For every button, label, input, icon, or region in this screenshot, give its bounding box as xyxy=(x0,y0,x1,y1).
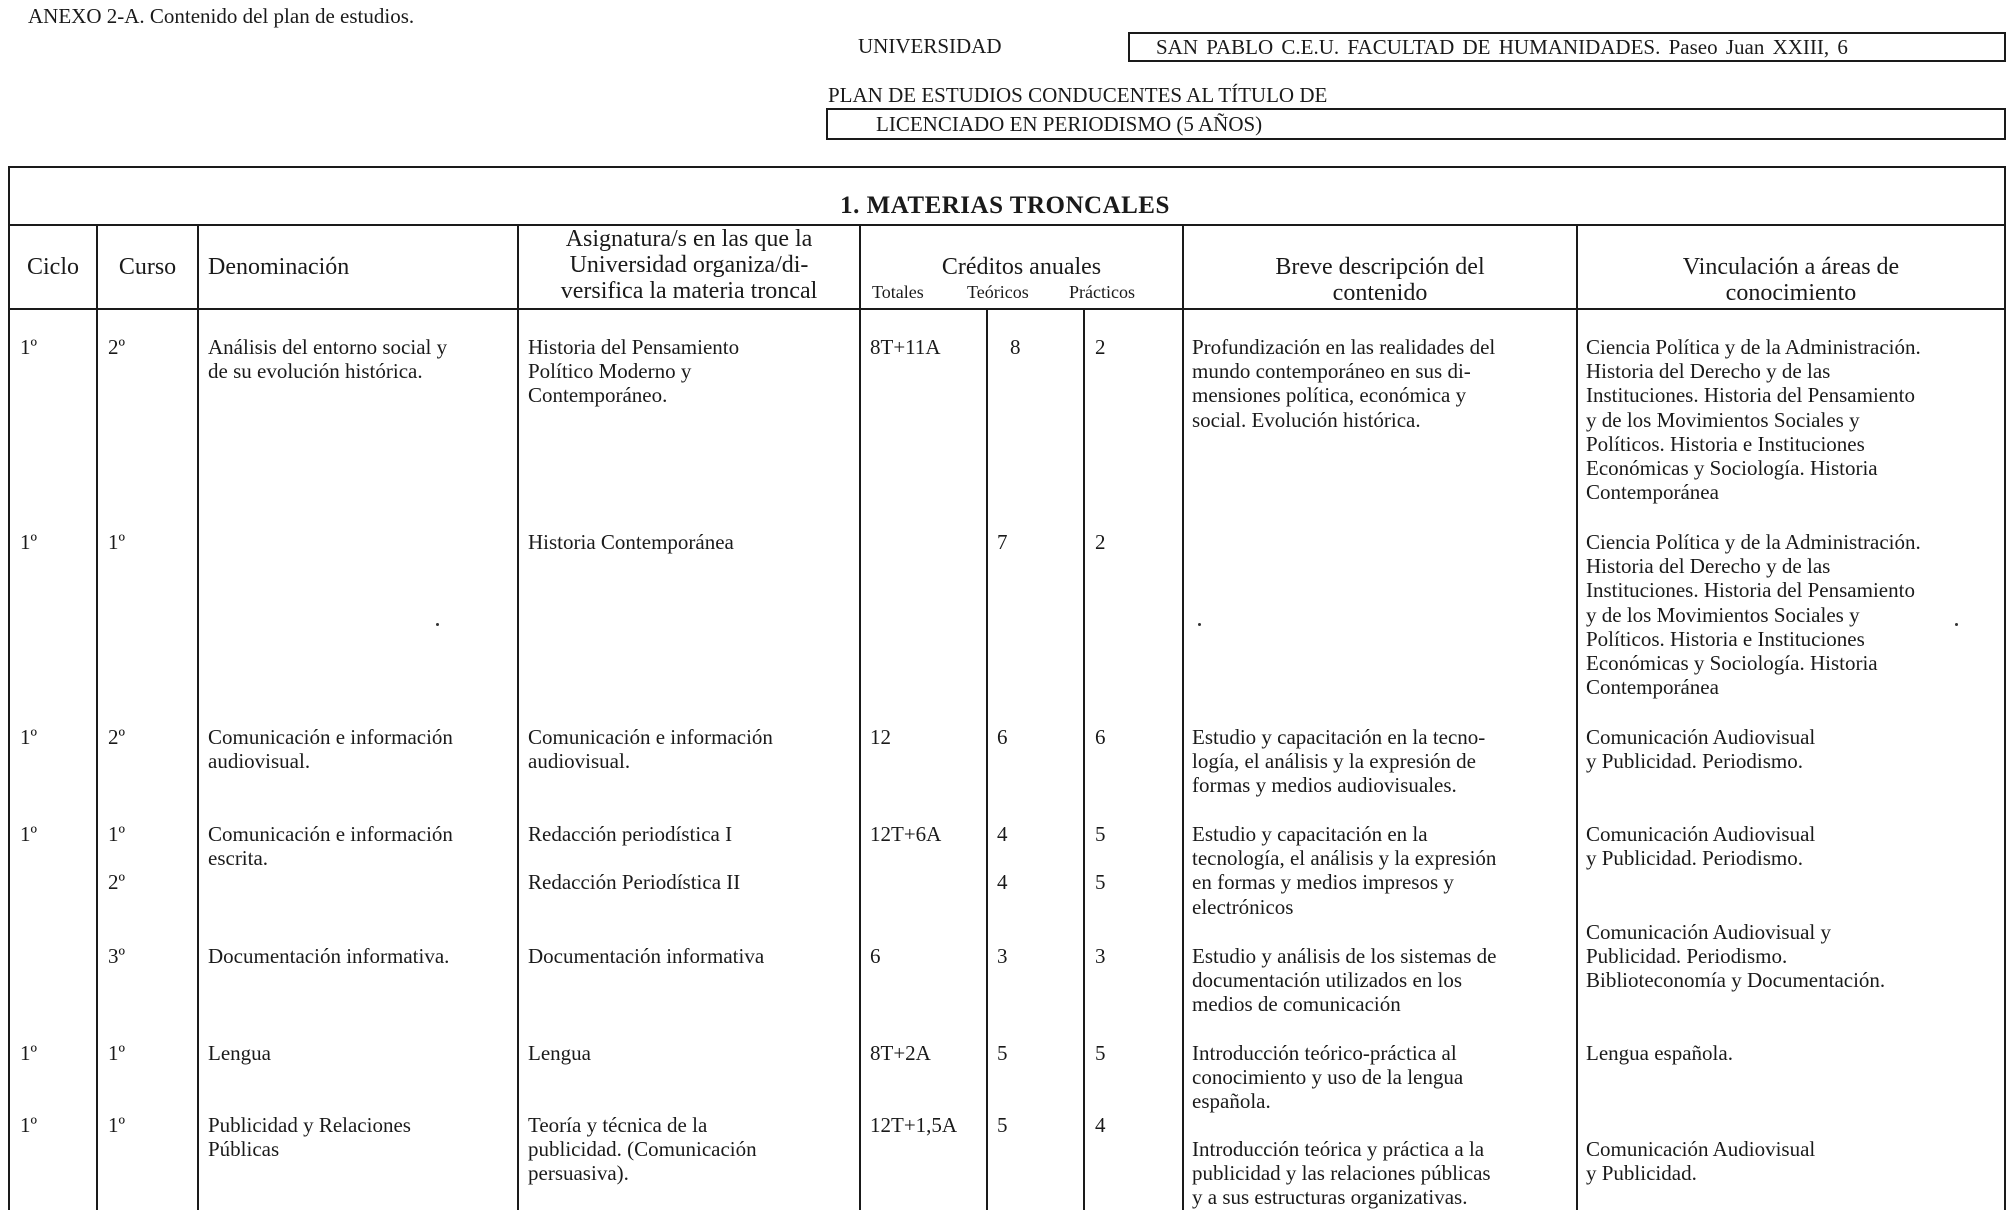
row-0-asignatura: Historia del Pensamiento Político Moderno y Contemporáneo. xyxy=(528,335,740,408)
row-4-asignatura: Redacción Periodística II xyxy=(528,870,741,894)
header-creditos: Créditos anuales xyxy=(941,254,1102,280)
row-2-asignatura: Comunicación e información audiovisual. xyxy=(528,725,773,774)
row-6-vinculacion: Lengua española. xyxy=(1586,1041,1733,1065)
table-top-border xyxy=(8,166,2006,168)
row-0-descripcion: Profundización en las realidades del mundo contemporáneo en sus di- mensiones política, económica y social. Evolución histórica. xyxy=(1192,335,1496,432)
row-1-vinculacion: Ciencia Política y de la Administración. Historia del Derecho y de las Instituciones. Historia del Pensamiento y de los Movimientos Sociales y Políticos. Historia e Instituciones Económicas y Sociología. Historia Contemporánea xyxy=(1586,530,1921,700)
col-divider-ciclo xyxy=(96,224,98,1210)
row-0-curso: 2º xyxy=(108,335,126,359)
row-3-asignatura: Redacción periodística I xyxy=(528,822,733,846)
col-divider-asignatura xyxy=(859,224,861,1210)
header-ciclo: Ciclo xyxy=(27,254,79,280)
row-3-practicos: 5 xyxy=(1095,822,1106,846)
row-3-ciclo: 1º xyxy=(20,822,38,846)
plan-value: LICENCIADO EN PERIODISMO (5 AÑOS) xyxy=(876,112,1263,136)
row-3-vinculacion: Comunicación Audiovisual y Publicidad. Periodismo. xyxy=(1586,822,1816,871)
table-left-border xyxy=(8,166,10,1210)
row-6-teoricos: 5 xyxy=(997,1041,1008,1065)
row-7-curso: 1º xyxy=(108,1113,126,1137)
scan-speck xyxy=(1955,623,1958,626)
row-0-vinculacion: Ciencia Política y de la Administración. Historia del Derecho y de las Instituciones. Historia del Pensamiento y de los Movimientos Sociales y Políticos. Historia e Instituciones Económicas y Sociología. Historia Contemporánea xyxy=(1586,335,1921,505)
table-title: 1. MATERIAS TRONCALES xyxy=(840,192,1170,219)
row-5-denominacion: Documentación informativa. xyxy=(208,944,450,968)
header-bottom-border xyxy=(8,308,2006,310)
row-2-totales: 12 xyxy=(870,725,891,749)
row-1-practicos: 2 xyxy=(1095,530,1106,554)
row-2-curso: 2º xyxy=(108,725,126,749)
header-descripcion: Breve descripción del contenido xyxy=(1275,254,1485,306)
row-3-teoricos: 4 xyxy=(997,822,1008,846)
header-denominacion: Denominación xyxy=(208,254,350,280)
university-label: UNIVERSIDAD xyxy=(858,34,1002,58)
row-2-denominacion: Comunicación e información audiovisual. xyxy=(208,725,453,774)
row-6-ciclo: 1º xyxy=(20,1041,38,1065)
row-5-asignatura: Documentación informativa xyxy=(528,944,765,968)
row-3-denominacion: Comunicación e información escrita. xyxy=(208,822,453,871)
row-6-asignatura: Lengua xyxy=(528,1041,591,1065)
row-3-descripcion: Estudio y capacitación en la tecnología, el análisis y la expresión en formas y medios impresos y electrónicos xyxy=(1192,822,1497,919)
row-2-practicos: 6 xyxy=(1095,725,1106,749)
row-7-vinculacion: Comunicación Audiovisual y Publicidad. xyxy=(1586,1137,1816,1186)
row-6-totales: 8T+2A xyxy=(870,1041,931,1065)
table-right-border xyxy=(2004,166,2006,1210)
row-7-totales: 12T+1,5A xyxy=(870,1113,958,1137)
row-0-totales: 8T+11A xyxy=(870,335,941,359)
row-6-curso: 1º xyxy=(108,1041,126,1065)
row-0-practicos: 2 xyxy=(1095,335,1106,359)
plan-label: PLAN DE ESTUDIOS CONDUCENTES AL TÍTULO DE xyxy=(828,83,1328,107)
col-divider-curso xyxy=(197,224,199,1210)
row-2-descripcion: Estudio y capacitación en la tecno- logía, el análisis y la expresión de formas y medios audiovisuales. xyxy=(1192,725,1486,798)
row-1-ciclo: 1º xyxy=(20,530,38,554)
header-asignatura: Asignatura/s en las que la Universidad organiza/di- versifica la materia troncal xyxy=(560,226,818,304)
row-2-vinculacion: Comunicación Audiovisual y Publicidad. Periodismo. xyxy=(1586,725,1816,774)
university-box xyxy=(1128,32,2006,62)
row-7-teoricos: 5 xyxy=(997,1113,1008,1137)
row-3-totales: 12T+6A xyxy=(870,822,942,846)
col-divider-totales xyxy=(986,308,988,1210)
row-7-denominacion: Publicidad y Relaciones Públicas xyxy=(208,1113,411,1162)
row-5-practicos: 3 xyxy=(1095,944,1106,968)
row-6-descripcion: Introducción teórico-práctica al conocimiento y uso de la lengua española. xyxy=(1192,1041,1464,1114)
title-bottom-border xyxy=(8,224,2006,226)
row-2-teoricos: 6 xyxy=(997,725,1008,749)
row-1-teoricos: 7 xyxy=(997,530,1008,554)
row-6-denominacion: Lengua xyxy=(208,1041,271,1065)
row-3-curso: 1º xyxy=(108,822,126,846)
header-totales: Totales xyxy=(872,282,924,302)
header-teoricos: Teóricos xyxy=(967,282,1029,302)
plan-box xyxy=(826,108,2006,140)
row-7-practicos: 4 xyxy=(1095,1113,1106,1137)
row-7-ciclo: 1º xyxy=(20,1113,38,1137)
col-divider-teoricos xyxy=(1083,308,1085,1210)
annex-title: ANEXO 2-A. Contenido del plan de estudios. xyxy=(28,4,415,28)
row-6-practicos: 5 xyxy=(1095,1041,1106,1065)
row-7-asignatura: Teoría y técnica de la publicidad. (Comunicación persuasiva). xyxy=(528,1113,757,1186)
row-4-practicos: 5 xyxy=(1095,870,1106,894)
row-4-teoricos: 4 xyxy=(997,870,1008,894)
col-divider-descripcion xyxy=(1576,224,1578,1210)
row-0-ciclo: 1º xyxy=(20,335,38,359)
row-4-curso: 2º xyxy=(108,870,126,894)
row-5-curso: 3º xyxy=(108,944,126,968)
row-0-denominacion: Análisis del entorno social y de su evolución histórica. xyxy=(208,335,448,384)
scan-speck xyxy=(1198,623,1201,626)
row-5-descripcion: Estudio y análisis de los sistemas de documentación utilizados en los medios de comunicación xyxy=(1192,944,1497,1017)
col-divider-denominacion xyxy=(517,224,519,1210)
row-5-vinculacion: Comunicación Audiovisual y Publicidad. Periodismo. Biblioteconomía y Documentación. xyxy=(1586,920,1886,993)
row-0-teoricos: 8 xyxy=(1010,335,1021,359)
col-divider-creditos xyxy=(1182,224,1184,1210)
row-5-teoricos: 3 xyxy=(997,944,1008,968)
header-curso: Curso xyxy=(118,254,177,280)
header-vinculacion: Vinculación a áreas de conocimiento xyxy=(1682,254,1900,306)
row-1-curso: 1º xyxy=(108,530,126,554)
row-2-ciclo: 1º xyxy=(20,725,38,749)
row-7-descripcion: Introducción teórica y práctica a la publicidad y las relaciones públicas y a sus estructuras organizativas. xyxy=(1192,1137,1491,1210)
university-value: SAN PABLO C.E.U. FACULTAD DE HUMANIDADES. Paseo Juan XXIII, 6 xyxy=(1156,35,1848,59)
row-5-totales: 6 xyxy=(870,944,881,968)
scan-speck xyxy=(436,623,439,626)
header-practicos: Prácticos xyxy=(1069,282,1135,302)
row-1-asignatura: Historia Contemporánea xyxy=(528,530,734,554)
